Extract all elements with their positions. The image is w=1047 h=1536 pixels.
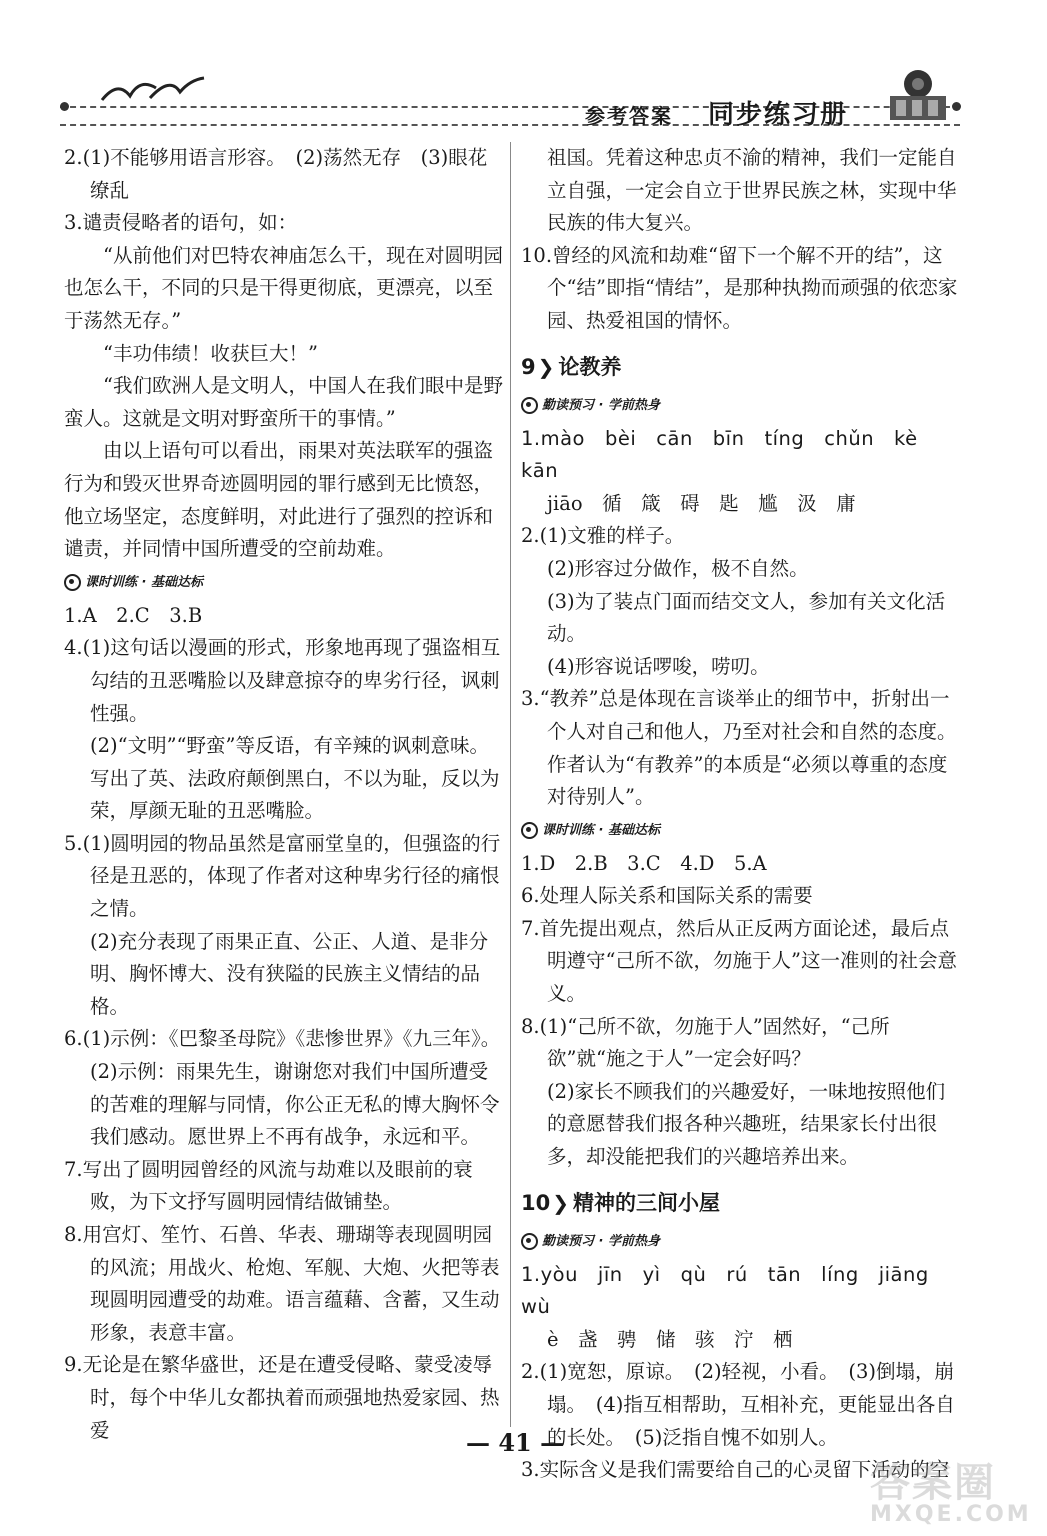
pinyin-answers: 1.mào bèi cān bīn tíng chǔn kè kān	[521, 426, 938, 483]
section-bullet-icon	[64, 574, 81, 591]
answer-3: 3.“教养”总是体现在言谈举止的细节中，折射出一个人对自己和他人，乃至对社会和自然的态度。作者认为“有教养”的本质是“必须以尊重的态度对待别人”。	[521, 687, 957, 809]
answer-2-4: (4)形容说话啰唆，唠叨。	[547, 654, 770, 678]
answer-9-cont: 祖国。凭着这种忠贞不渝的精神，我们一定能自立自强，一定会自立于世界民族之林，实现中华民族的伟大复兴。	[547, 146, 957, 235]
answer-4-1: 4.(1)这句话以漫画的形式，形象地再现了强盗相互勾结的丑恶嘴脸以及肆意掠夺的卑劣行径，讽刺性强。	[64, 636, 501, 725]
section-title: 勤读预习 · 学前热身	[542, 397, 660, 413]
answer-8-1: 8.(1)“己所不欲，勿施于人”固然好，“己所欲”就“施之于人”一定会好吗？	[521, 1014, 890, 1071]
answer-3-conclusion: 由以上语句可以看出，雨果对英法联军的强盗行为和毁灭世界奇迹圆明园的罪行感到无比愤怒，他立场坚定，态度鲜明，对此进行了强烈的控诉和谴责，并同情中国所遭受的空前劫难。	[64, 439, 494, 561]
column-divider	[510, 142, 511, 1427]
section-heading	[521, 817, 961, 845]
chevron-right-icon: ❯	[537, 354, 555, 379]
character-answers: jiāo 循 箴 碍 匙 尴 汲 庸	[547, 491, 856, 515]
section-heading	[64, 569, 504, 597]
answer-2-3: (3)为了装点门面而结交文人，参加有关文化活动。	[547, 589, 946, 646]
rule-dot-icon	[952, 102, 961, 111]
section-bullet-icon	[521, 397, 538, 414]
lesson-heading	[521, 1186, 961, 1220]
section-heading	[521, 392, 961, 420]
watermark-logo	[870, 1462, 1030, 1528]
left-column	[64, 142, 504, 1447]
right-column	[521, 142, 961, 1487]
section-bullet-icon	[521, 822, 538, 839]
quote-3: “我们欧洲人是文明人，中国人在我们眼中是野蛮人。这就是文明对野蛮所干的事情。”	[64, 374, 503, 430]
answer-3: 3.实际含义是我们需要给自己的心灵留下活动的空	[521, 1458, 950, 1482]
answer-2-2: (2)形容过分做作，极不自然。	[547, 556, 809, 580]
birds-icon	[100, 70, 210, 117]
quote-1: “从前他们对巴特农神庙怎么干，现在对圆明园也怎么干，不同的只是干得更彻底，更漂亮，以至于荡然无存。”	[64, 243, 503, 332]
answer-6-2: (2)示例：雨果先生，谢谢您对我们中国所遭受的苦难的理解与同情，你公正无私的博大胸怀令我们感动。愿世界上不再有战争，永远和平。	[90, 1060, 500, 1149]
answers-1-3: 1.A 2.C 3.B	[64, 603, 203, 627]
answer-5-1: 5.(1)圆明园的物品虽然是富丽堂皇的，但强盗的行径是丑恶的，体现了作者对这种卑劣行径的痛恨之情。	[64, 831, 501, 921]
section-heading	[521, 1228, 961, 1256]
answer-10: 10.曾经的风流和劫难“留下一个解不开的结”，这个“结”即指“情结”，是那种执拗而顽强的依恋家园、热爱祖国的情怀。	[521, 243, 958, 332]
lesson-number: 9	[521, 354, 536, 379]
pinyin-answers: 1.yòu jīn yì qù rú tān líng jiāng wù	[521, 1262, 949, 1319]
book-title: 同步练习册	[708, 100, 849, 130]
section-bullet-icon	[521, 1233, 538, 1250]
lesson-title: 论教养	[558, 354, 622, 379]
section-title: 勤读预习 · 学前热身	[542, 1233, 660, 1249]
section-title: 课时训练 · 基础达标	[542, 822, 660, 838]
answer-8-2: (2)家长不顾我们的兴趣爱好，一味地按照他们的意愿替我们报各种兴趣班，结果家长付出很多，却没能把我们的兴趣培养出来。	[547, 1079, 946, 1169]
answer-2: 2.(1)不能够用语言形容。 (2)荡然无存 (3)眼花缭乱	[64, 146, 488, 202]
answer-8: 8.用宫灯、笙竹、石兽、华表、珊瑚等表现圆明园的风流；用战火、枪炮、军舰、大炮、火把等表现圆明园遭受的劫难。语言蕴藉、含蓄，又生动形象，表意丰富。	[64, 1223, 500, 1344]
answer-5-2: (2)充分表现了雨果正直、公正、人道、是非分明、胸怀博大、没有狭隘的民族主义情结的品格。	[90, 929, 489, 1018]
answer-2-1: 2.(1)文雅的样子。	[521, 524, 685, 548]
answer-2: 2.(1)宽恕，原谅。 (2)轻视，小看。 (3)倒塌，崩塌。 (4)指互相帮助，互相补充，更能显出各自的长处。 (5)泛指自愧不如别人。	[521, 1360, 955, 1449]
answer-6: 6.处理人际关系和国际关系的需要	[521, 884, 813, 908]
answer-4-2: (2)“文明”“野蛮”等反语，有辛辣的讽刺意味。写出了英、法政府颠倒黑白，不以为耻，反以为荣，厚颜无耻的丑恶嘴脸。	[90, 734, 500, 823]
lesson-number: 10	[521, 1190, 551, 1215]
character-answers: è 盏 骋 储 骇 泞 栖	[547, 1327, 793, 1351]
rule-dot-icon	[60, 102, 69, 111]
answer-7: 7.首先提出观点，然后从正反两方面论述，最后点明遵守“己所不欲，勿施于人”这一准则的社会意义。	[521, 916, 957, 1006]
answer-7: 7.写出了圆明园曾经的风流与劫难以及眼前的衰败，为下文抒写圆明园情结做铺垫。	[64, 1157, 473, 1214]
page-number: — 41 —	[466, 1428, 565, 1457]
watermark-url: MXQE.COM	[870, 1502, 1032, 1527]
lesson-title: 精神的三间小屋	[573, 1190, 720, 1215]
lesson-heading	[521, 350, 961, 384]
decoration-icon	[860, 62, 950, 124]
section-title: 课时训练 · 基础达标	[85, 574, 203, 590]
chevron-right-icon: ❯	[552, 1190, 569, 1215]
page-header	[60, 70, 960, 130]
answer-9: 9.无论是在繁华盛世，还是在遭受侵略、蒙受凌辱时，每个中华儿女都执着而顽强地热爱家园、热爱	[64, 1353, 500, 1442]
watermark-title: 答案圈	[870, 1460, 996, 1506]
quote-2: “丰功伟绩！收获巨大！”	[103, 341, 318, 365]
answer-6-1: 6.(1)示例：《巴黎圣母院》《悲惨世界》《九三年》。	[64, 1027, 501, 1051]
answer-3-intro: 3.谴责侵略者的语句，如：	[64, 211, 298, 235]
answers-label: 参考答案	[585, 104, 673, 128]
answers-1-5: 1.D 2.B 3.C 4.D 5.A	[521, 851, 767, 875]
